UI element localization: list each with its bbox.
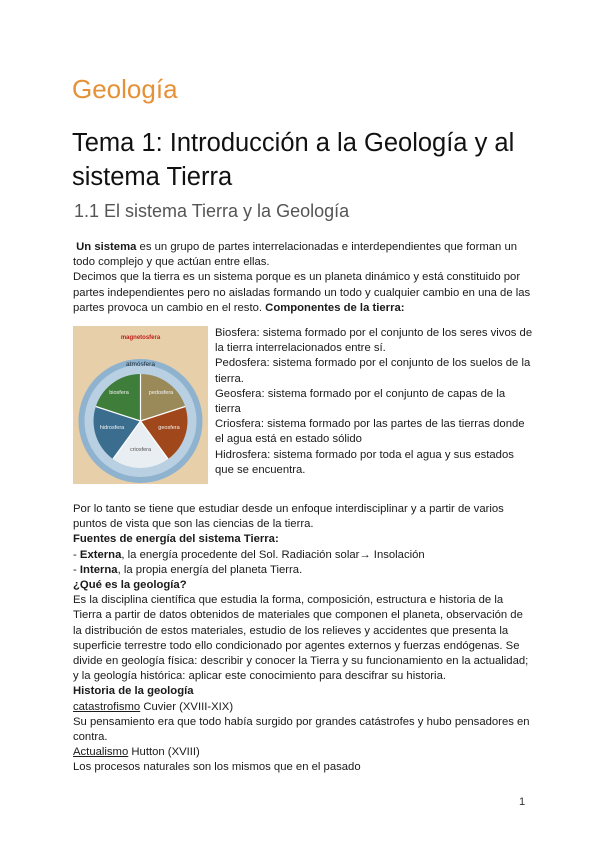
catastrofismo-author: Cuvier (XVIII-XIX) <box>140 700 234 713</box>
components-list <box>215 326 533 478</box>
component-biosfera: Biosfera: sistema formado por el conjunto de los seres vivos de la tierra interrelacionados entre sí. <box>215 327 533 355</box>
energy-external-text: , la energía procedente del Sol. Radiación solar→ Insolación <box>121 548 425 561</box>
magnetosfera-label: magnetosfera <box>120 335 161 341</box>
geology-question-heading <box>73 578 533 593</box>
section-heading: 1.1 El sistema Tierra y la Geología <box>74 201 350 221</box>
atmosfera-label: atmósfera <box>126 361 155 368</box>
page-title: Tema 1: Introducción a la Geología y al sistema Tierra <box>72 129 515 191</box>
subject-title: Geología <box>72 74 178 104</box>
history-heading <box>73 684 533 699</box>
energy-heading <box>73 532 533 547</box>
main-text-block <box>73 502 533 776</box>
earth-systems-diagram <box>73 326 208 484</box>
bullet-dash: - <box>73 563 80 576</box>
intro-paragraph <box>73 240 533 270</box>
biosfera-label: biosfera <box>109 390 129 396</box>
energy-heading-text: Fuentes de energía del sistema Tierra: <box>73 533 279 546</box>
catastrofismo-term: catastrofismo <box>73 700 141 713</box>
earth-system-text: Decimos que la tierra es un sistema porque es un planeta dinámico y está constituido por partes independientes pero no aisladas formando un todo y cualquier cambio en una de las partes provoca un cambio en el resto. <box>73 271 531 314</box>
term-sistema: Un sistema <box>76 241 137 253</box>
energy-internal-text: , la propia energía del planeta Tierra. <box>117 563 303 576</box>
earth-systems-svg <box>73 326 208 484</box>
catastrofismo-text: Su pensamiento era que todo había surgido por grandes catástrofes y hubo pensadores en contra. <box>73 715 530 744</box>
energy-external-term: Externa <box>79 548 122 561</box>
criosfera-label: criosfera <box>129 447 152 453</box>
components-heading: Componentes de la tierra: <box>265 301 405 314</box>
geology-question-text: ¿Qué es la geología? <box>73 579 187 592</box>
catastrofismo-line <box>73 700 533 715</box>
component-pedosfera: Pedosfera: sistema formado por el conjunto de los suelos de la tierra. <box>215 357 531 385</box>
component-criosfera: Criosfera: sistema formado por las partes de las tierras donde el agua está en estado sólido <box>215 418 525 446</box>
earth-system-paragraph <box>73 270 533 316</box>
geology-definition: Es la disciplina científica que estudia la forma, composición, estructura e historia de la Tierra a partir de datos obtenidos de materiales que componen el planeta, observación de la distribución de estos materiales, estudio de los relieves y accidentes que presenta la superficie terrestre todo ello condicionado por agentes externos y fuerzas endógenas. Se divide en geología física: describir y conocer la Tierra y su funcionamiento en la actualidad; y la geología histórica: aplicar este conocimiento para descifrar su historia. <box>73 594 529 683</box>
energy-external <box>73 548 533 563</box>
pedosfera-label: pedosfera <box>148 390 174 396</box>
hidrosfera-label: hidrosfera <box>99 425 125 431</box>
actualismo-line <box>73 745 533 760</box>
energy-internal-term: Interna <box>79 563 118 576</box>
sistema-definition: es un grupo de partes interrelacionadas e interdependientes que forman un todo complejo y que actúan entre ellas. <box>73 241 518 269</box>
actualismo-term: Actualismo <box>73 746 129 759</box>
intro-block <box>73 240 533 316</box>
actualismo-text: Los procesos naturales son los mismos que en el pasado <box>73 761 361 774</box>
page-number: 1 <box>519 796 526 808</box>
component-geosfera: Geosfera: sistema formado por el conjunto de capas de la tierra <box>215 387 506 416</box>
bullet-dash: - <box>73 548 80 561</box>
component-hidrosfera: Hidrosfera: sistema formado por toda el agua y sus estados que se encuentra. <box>215 448 514 476</box>
actualismo-author: Hutton (XVIII) <box>128 746 200 759</box>
geosfera-label: geosfera <box>158 425 180 431</box>
energy-internal <box>73 563 533 578</box>
interdisciplinary-paragraph: Por lo tanto se tiene que estudiar desde un enfoque interdisciplinar y a partir de varios puntos de vista que son las ciencias de la tierra. <box>73 503 504 531</box>
history-heading-text: Historia de la geología <box>73 685 194 698</box>
